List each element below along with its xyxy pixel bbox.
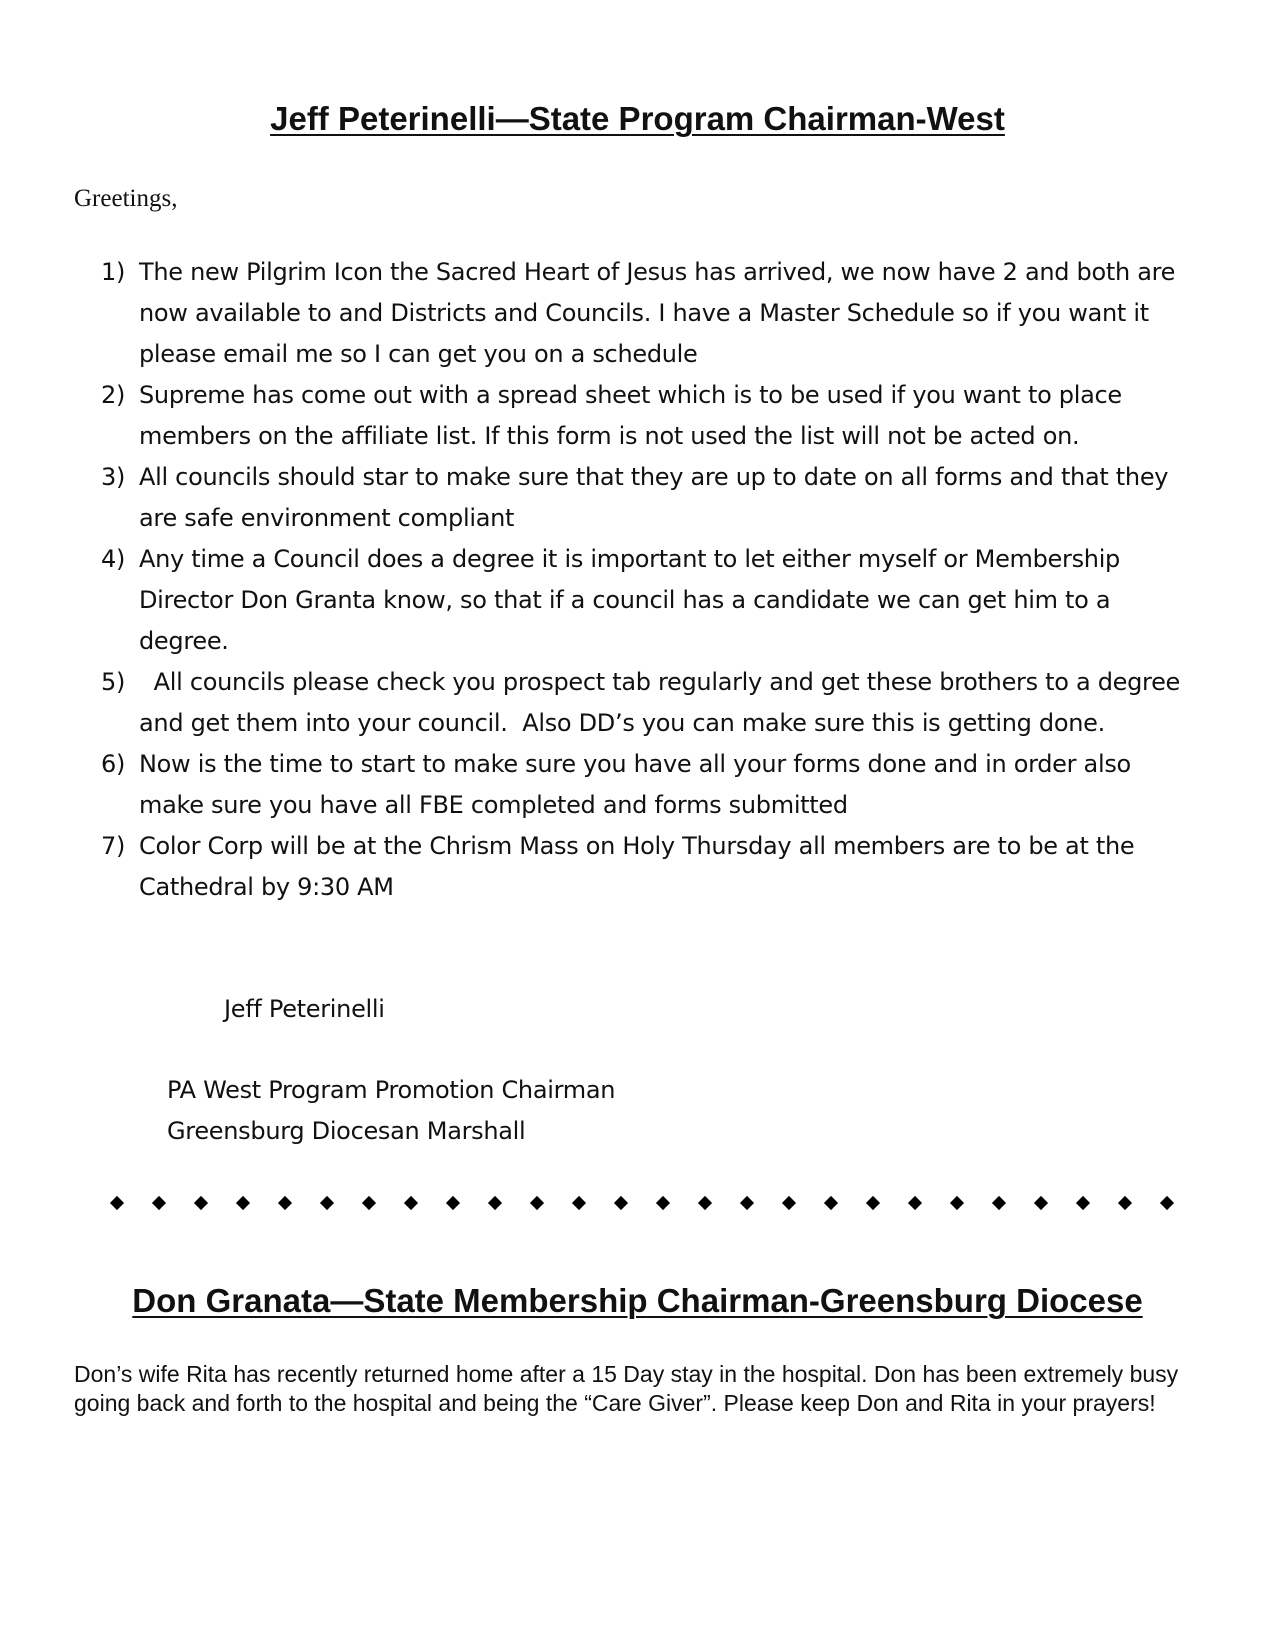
membership-paragraph: Don’s wife Rita has recently returned home after a 15 Day stay in the hospital. Don has been extremely busy going back and forth to the hospital and being the “Care Giver”. Please keep Don and Rita in your prayers!: [74, 1361, 1179, 1416]
diamond-icon: [698, 1196, 712, 1210]
diamond-icon: [404, 1196, 418, 1210]
diamond-icon: [488, 1196, 502, 1210]
diamond-icon: [278, 1196, 292, 1210]
diamond-icon: [194, 1196, 208, 1210]
list-item: [101, 826, 1191, 908]
list-item-text: Any time a Council does a degree it is important to let either myself or Membership Director Don Granta know, so that if a council has a candidate we can get him to a degree.: [139, 545, 1120, 655]
section-heading-membership-chairman: Don Granata—State Membership Chairman-Greensburg Diocese: [132, 1282, 1143, 1319]
list-item: [101, 744, 1191, 826]
list-item-number: 7): [101, 832, 126, 860]
diamond-divider: [112, 1192, 1172, 1214]
list-item: [101, 252, 1191, 375]
list-item-number: 5): [101, 668, 126, 696]
diamond-icon: [1076, 1196, 1090, 1210]
signature-title: PA West Program Promotion Chairman: [167, 1076, 616, 1104]
diamond-icon: [1118, 1196, 1132, 1210]
diamond-icon: [236, 1196, 250, 1210]
list-item-text: The new Pilgrim Icon the Sacred Heart of Jesus has arrived, we now have 2 and both are now available to and Districts and Councils. I have a Master Schedule so if you want it please email me so I can get you on a schedule: [139, 258, 1176, 368]
section-heading-program-chairman: Jeff Peterinelli—State Program Chairman-West: [270, 100, 1005, 137]
diamond-icon: [992, 1196, 1006, 1210]
list-item: [101, 662, 1191, 744]
diamond-icon: [1034, 1196, 1048, 1210]
diamond-icon: [530, 1196, 544, 1210]
list-item-number: 3): [101, 463, 126, 491]
diamond-icon: [866, 1196, 880, 1210]
signature-name: Jeff Peterinelli: [224, 995, 385, 1023]
diamond-icon: [1160, 1196, 1174, 1210]
greeting: Greetings,: [74, 185, 178, 212]
announcement-list: [101, 252, 1191, 908]
diamond-icon: [950, 1196, 964, 1210]
list-item: [101, 539, 1191, 662]
list-item: [101, 375, 1191, 457]
signature-title: Greensburg Diocesan Marshall: [167, 1117, 526, 1145]
diamond-icon: [740, 1196, 754, 1210]
diamond-icon: [782, 1196, 796, 1210]
list-item-number: 1): [101, 258, 126, 286]
list-item-text: Color Corp will be at the Chrism Mass on Holy Thursday all members are to be at the Cathedral by 9:30 AM: [139, 832, 1135, 901]
list-item-text: Now is the time to start to make sure you have all your forms done and in order also make sure you have all FBE completed and forms submitted: [139, 750, 1131, 819]
diamond-icon: [614, 1196, 628, 1210]
list-item-number: 4): [101, 545, 126, 573]
diamond-icon: [908, 1196, 922, 1210]
list-item-text: All councils please check you prospect tab regularly and get these brothers to a degree and get them into your council. Also DD’s you can make sure this is getting done.: [139, 668, 1188, 737]
diamond-icon: [362, 1196, 376, 1210]
list-item: [101, 457, 1191, 539]
diamond-icon: [446, 1196, 460, 1210]
list-item-text: Supreme has come out with a spread sheet which is to be used if you want to place members on the affiliate list. If this form is not used the list will not be acted on.: [139, 381, 1122, 450]
list-item-number: 6): [101, 750, 126, 778]
list-item-number: 2): [101, 381, 126, 409]
diamond-icon: [152, 1196, 166, 1210]
diamond-icon: [110, 1196, 124, 1210]
diamond-icon: [320, 1196, 334, 1210]
diamond-icon: [656, 1196, 670, 1210]
list-item-text: All councils should star to make sure that they are up to date on all forms and that they are safe environment compliant: [139, 463, 1169, 532]
diamond-icon: [572, 1196, 586, 1210]
diamond-icon: [824, 1196, 838, 1210]
